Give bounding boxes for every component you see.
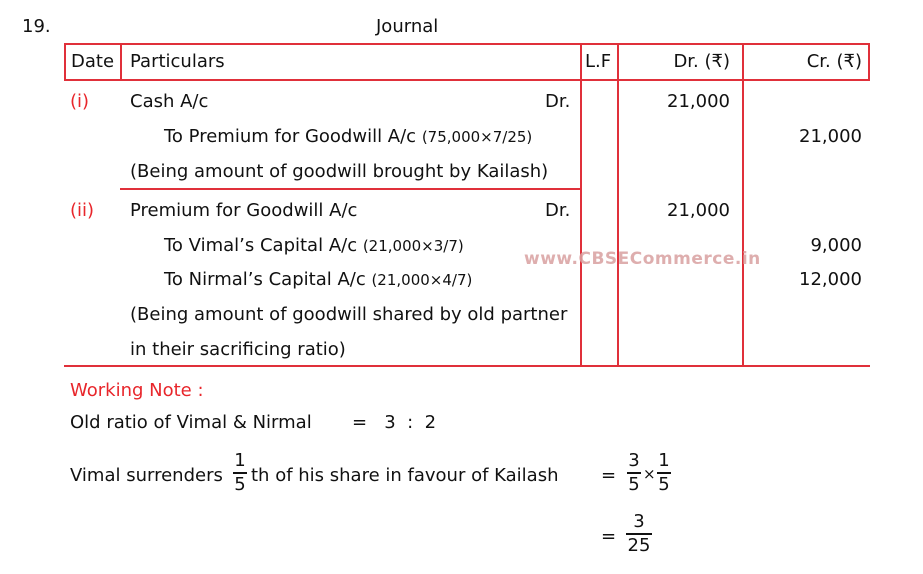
entry-1-credit-label: To Premium for Goodwill A/c	[164, 126, 417, 147]
entry-2-credit-label-2: To Nirmal’s Capital A/c	[164, 269, 366, 290]
table-top-rule	[64, 43, 870, 45]
entry-2-credit-calc-1: (21,000×3/7)	[362, 237, 464, 255]
equals-1: =	[601, 465, 617, 486]
particulars-col-rule	[580, 43, 582, 367]
entry-1-debit-account: Cash A/c	[130, 91, 209, 112]
old-ratio-label: Old ratio of Vimal & Nirmal	[70, 412, 312, 433]
table-left-rule	[64, 43, 66, 80]
entry-2-credit-account-1	[164, 235, 464, 256]
f2-num: 1	[658, 450, 670, 471]
header-lf: L.F	[585, 51, 612, 72]
f2-den: 5	[658, 474, 670, 495]
f1-num: 3	[628, 450, 640, 471]
entry-1-date: (i)	[70, 91, 90, 112]
entry-2-debit-account: Premium for Goodwill A/c	[130, 200, 358, 221]
entry-2-credit-amount-2: 12,000	[799, 269, 862, 290]
date-col-rule	[120, 43, 122, 80]
working-note-heading: Working Note :	[70, 380, 204, 401]
fraction-1-5	[657, 452, 671, 494]
header-particulars: Particulars	[130, 51, 225, 72]
times-sign: ×	[643, 465, 656, 483]
f3-num: 3	[633, 511, 645, 532]
header-date: Date	[71, 51, 115, 72]
entry-2-credit-account-2	[164, 269, 472, 290]
f3-den: 25	[627, 535, 651, 556]
entry-1-credit-calc: (75,000×7/25)	[421, 128, 533, 146]
surrender-fraction	[233, 452, 247, 494]
entry-1-narration: (Being amount of goodwill brought by Kailash)	[130, 161, 549, 182]
surrender-suffix: th of his share in favour of Kailash	[251, 465, 559, 486]
entry-1-dr-marker: Dr.	[545, 91, 571, 112]
entry-1-credit-amount: 21,000	[799, 126, 862, 147]
entry-separator-rule	[120, 188, 582, 190]
entry-2-date: (ii)	[70, 200, 95, 221]
entry-2-narration-line-1: (Being amount of goodwill shared by old partner	[130, 304, 568, 325]
table-header-rule	[64, 79, 870, 81]
equals-2: =	[601, 526, 617, 547]
table-bottom-rule	[64, 365, 870, 367]
question-number: 19.	[22, 16, 51, 37]
old-ratio-value: = 3 : 2	[352, 412, 437, 433]
table-right-rule	[868, 43, 870, 80]
f1-den: 5	[628, 474, 640, 495]
entry-1-debit-amount: 21,000	[667, 91, 730, 112]
entry-2-dr-marker: Dr.	[545, 200, 571, 221]
fraction-3-5	[627, 452, 641, 494]
entry-2-debit-amount: 21,000	[667, 200, 730, 221]
lf-col-rule	[617, 43, 619, 367]
entry-2-narration-line-2: in their sacrificing ratio)	[130, 339, 346, 360]
entry-1-credit-account	[164, 126, 532, 147]
entry-2-credit-label-1: To Vimal’s Capital A/c	[164, 235, 358, 256]
surrender-prefix: Vimal surrenders	[70, 465, 223, 486]
header-dr: Dr. (₹)	[673, 51, 730, 72]
surrender-frac-num: 1	[234, 450, 246, 471]
entry-2-credit-amount-1: 9,000	[810, 235, 862, 256]
watermark: www.CBSECommerce.in	[524, 249, 761, 269]
entry-2-credit-calc-2: (21,000×4/7)	[371, 271, 473, 289]
surrender-frac-den: 5	[234, 474, 246, 495]
fraction-3-25	[626, 513, 652, 555]
dr-col-rule	[742, 43, 744, 367]
journal-title: Journal	[376, 16, 439, 37]
header-cr: Cr. (₹)	[806, 51, 862, 72]
